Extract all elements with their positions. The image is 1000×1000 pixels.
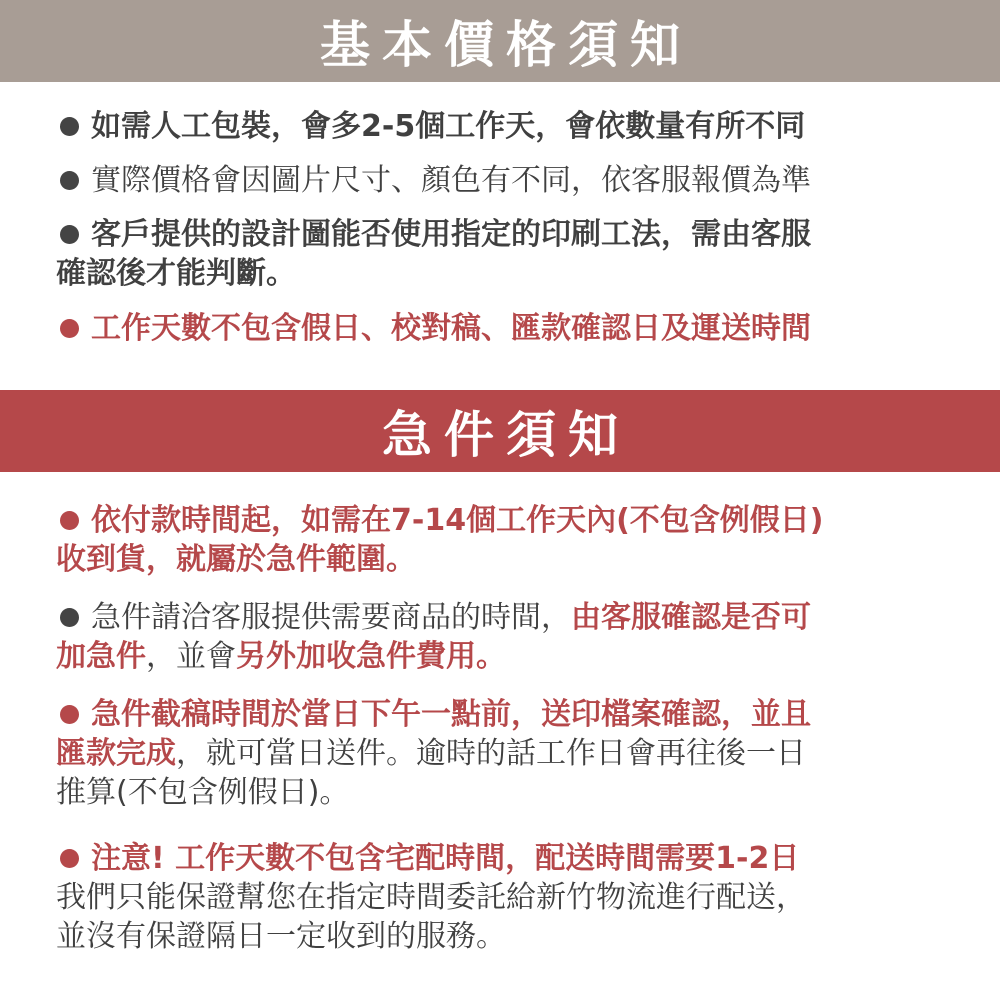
bullet-icon [60,849,79,868]
list-item-continuation: 匯款完成，就可當日送件。逾時的話工作日會再往後一日 [56,736,806,771]
list-item: 急件請洽客服提供需要商品的時間，由客服確認是否可 [56,596,956,640]
list-item: 客戶提供的設計圖能否使用指定的印刷工法，需由客服 [56,213,956,257]
bullet-icon [60,117,79,136]
list-item-continuation: 加急件，並會另外加收急件費用。 [56,639,506,674]
bullet-icon [60,511,79,530]
list-item-continuation: 推算(不包含例假日)。 [56,775,350,810]
list-item: 如需人工包裝，會多2-5個工作天，會依數量有所不同 [56,105,956,149]
bullet-icon [60,705,79,724]
list-item-highlight: 注意! 工作天數不包含宅配時間，配送時間需要1-2日 [56,837,956,881]
rush-order-notice-header [0,390,1000,472]
bullet-icon [60,319,79,338]
list-item: 實際價格會因圖片尺寸、顏色有不同，依客服報價為準 [56,159,956,203]
list-item-continuation: 收到貨，就屬於急件範圍。 [56,542,416,577]
basic-price-notice-header [0,0,1000,82]
list-item-continuation: 並沒有保證隔日一定收到的服務。 [56,919,506,954]
list-item-highlight: 工作天數不包含假日、校對稿、匯款確認日及運送時間 [56,307,956,351]
bullet-icon [60,171,79,190]
list-item-continuation: 我們只能保證幫您在指定時間委託給新竹物流進行配送， [56,880,806,915]
bullet-icon [60,608,79,627]
list-item-highlight: 依付款時間起，如需在7-14個工作天內(不包含例假日) [56,499,956,543]
rush-order-notice-title: 急件須知 [382,406,630,464]
bullet-icon [60,225,79,244]
basic-price-notice-title: 基本價格須知 [320,16,692,74]
list-item-highlight: 急件截稿時間於當日下午一點前，送印檔案確認，並且 [56,693,956,737]
list-item-continuation: 確認後才能判斷。 [56,256,296,291]
